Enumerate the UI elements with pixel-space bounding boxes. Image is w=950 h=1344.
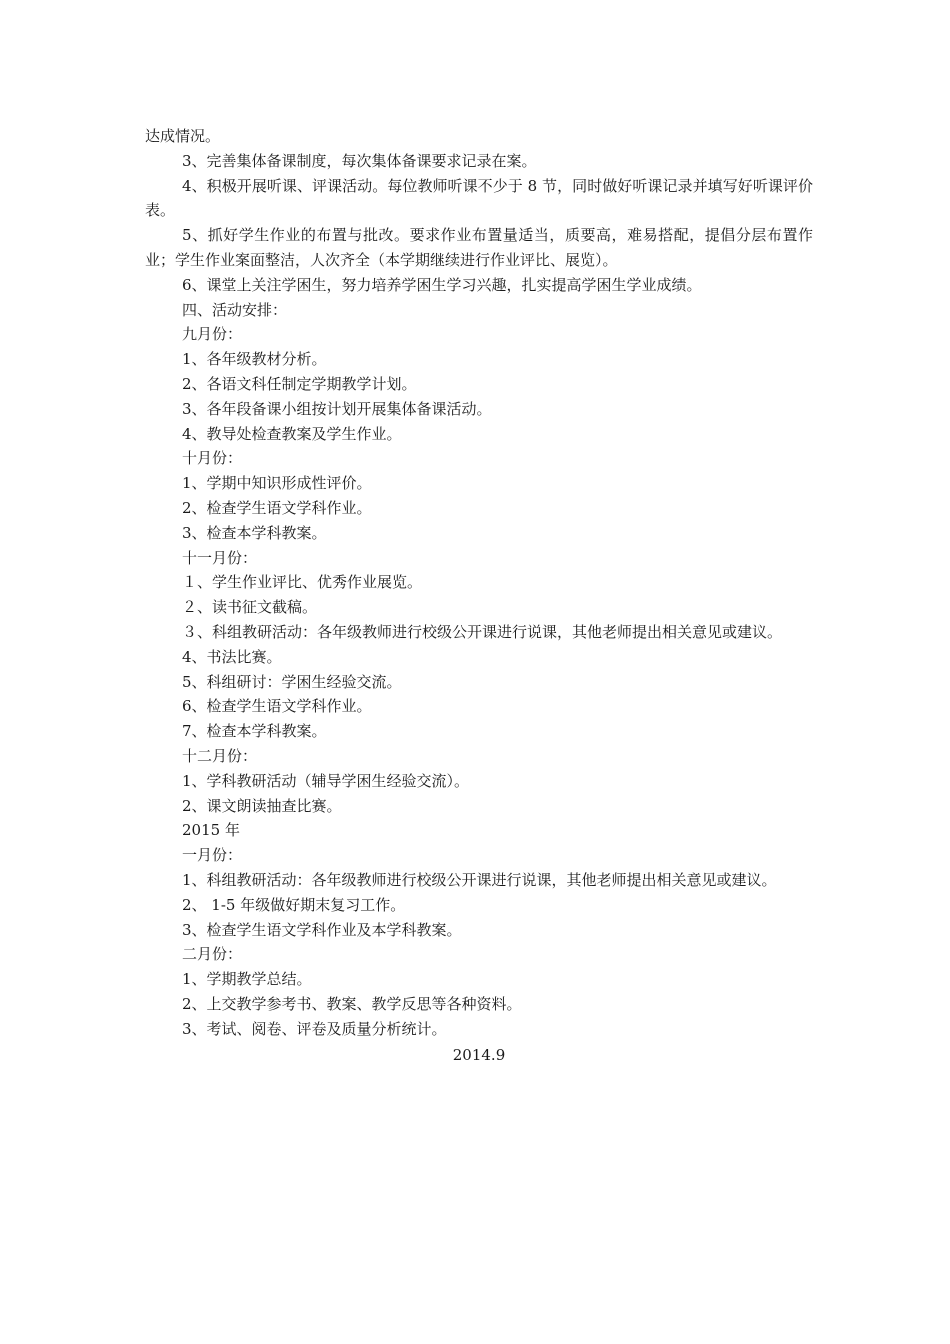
list-item: 4、教导处检查教案及学生作业。	[182, 424, 402, 443]
list-item: 3、各年段备课小组按计划开展集体备课活动。	[182, 399, 492, 418]
document-date: 2014.9	[452, 1046, 506, 1065]
list-item: 1、学期中知识形成性评价。	[182, 474, 372, 493]
month-heading-october: 十月份：	[182, 449, 243, 468]
list-item: 3、检查本学科教案。	[182, 523, 327, 542]
list-item: １、学生作业评比、优秀作业展览。	[182, 573, 423, 592]
list-item: 2、上交教学参考书、教案、教学反思等各种资料。	[182, 994, 522, 1013]
list-item: ３、科组教研活动：各年级教师进行校级公开课进行说课，其他老师提出相关意见或建议。	[182, 622, 783, 641]
month-heading-september: 九月份：	[182, 325, 243, 344]
paragraph-item-3: 3、完善集体备课制度，每次集体备课要求记录在案。	[182, 151, 537, 170]
list-item: 7、检查本学科教案。	[182, 722, 327, 741]
list-item: 1、学科教研活动（辅导学困生经验交流）。	[182, 771, 470, 790]
list-item: 2、检查学生语文学科作业。	[182, 498, 372, 517]
list-item: 1、科组教研活动：各年级教师进行校级公开课进行说课，其他老师提出相关意见或建议。	[182, 870, 777, 889]
list-item: 6、检查学生语文学科作业。	[182, 697, 372, 716]
list-item: 4、书法比赛。	[182, 647, 282, 666]
year-heading: 2015 年	[182, 821, 240, 840]
list-item: 3、检查学生语文学科作业及本学科教案。	[182, 920, 462, 939]
paragraph-continuation: 达成情况。	[145, 127, 221, 145]
list-item: 3、考试、阅卷、评卷及质量分析统计。	[182, 1019, 447, 1038]
document-body	[145, 124, 813, 1068]
list-item: 1、学期教学总结。	[182, 970, 312, 989]
list-item: 5、科组研讨：学困生经验交流。	[182, 672, 402, 691]
paragraph-item-5: 5、抓好学生作业的布置与批改。要求作业布置量适当，质要高，难易搭配，提倡分层布置作业；学生作业案面整洁，人次齐全（本学期继续进行作业评比、展览）。	[145, 226, 813, 269]
paragraph-item-6: 6、课堂上关注学困生，努力培养学困生学习兴趣，扎实提高学困生学业成绩。	[182, 275, 702, 294]
list-item: 2、课文朗读抽查比赛。	[182, 796, 342, 815]
section-heading-activities: 四、活动安排：	[182, 300, 288, 319]
month-heading-january: 一月份：	[182, 846, 243, 865]
list-item: 2、各语文科任制定学期教学计划。	[182, 374, 417, 393]
month-heading-december: 十二月份：	[182, 746, 258, 765]
month-heading-february: 二月份：	[182, 945, 243, 964]
list-item: ２、读书征文截稿。	[182, 598, 318, 617]
list-item: 2、 1-5 年级做好期末复习工作。	[182, 895, 406, 914]
list-item: 1、各年级教材分析。	[182, 350, 327, 369]
month-heading-november: 十一月份：	[182, 548, 258, 567]
paragraph-item-4: 4、积极开展听课、评课活动。每位教师听课不少于 8 节，同时做好听课记录并填写好听课评价表。	[145, 176, 813, 220]
